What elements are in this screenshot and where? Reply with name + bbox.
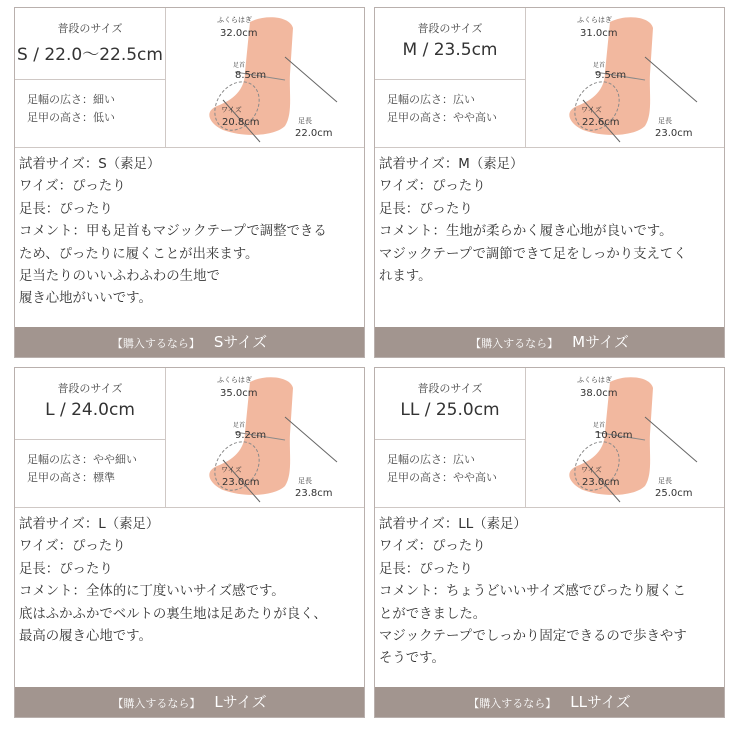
comment-line: ため、ぴったりに履くことが出来ます。 xyxy=(19,246,259,262)
instep-height-note: 足甲の高さ：やや高い xyxy=(387,111,497,124)
size-card-ll xyxy=(374,367,725,718)
size-summary xyxy=(375,368,526,507)
comment-line: ワイズ：ぴったり xyxy=(19,179,126,195)
usual-size-box xyxy=(375,368,525,440)
foot-diagram xyxy=(535,372,725,504)
usual-size-box xyxy=(15,368,165,440)
comment-line: ワイズ：ぴったり xyxy=(19,539,126,555)
foot-width-note: 足幅の広さ：細い xyxy=(27,93,115,106)
calf-label: ふくらはぎ xyxy=(577,16,612,24)
calf-label: ふくらはぎ xyxy=(217,16,252,24)
comment-line: 足当たりのいいふわふわの生地で xyxy=(19,269,220,285)
wise-label: ワイズ xyxy=(221,466,242,474)
calf-value: 38.0cm xyxy=(580,388,618,399)
comment-line: 試着サイズ：LL（素足） xyxy=(379,517,527,532)
calf-value: 31.0cm xyxy=(580,28,618,39)
comment-line: コメント：ちょうどいいサイズ感でぴったり履くこ xyxy=(379,584,686,600)
comment-line: 底はふかふかでベルトの裏生地は足あたりが良く、 xyxy=(19,606,327,622)
comment-line: ワイズ：ぴったり xyxy=(379,539,486,555)
foot-diagram xyxy=(175,372,365,504)
comment-line: 試着サイズ：M（素足） xyxy=(379,157,524,172)
wise-label: ワイズ xyxy=(221,106,242,114)
foot-notes xyxy=(27,451,137,487)
size-summary xyxy=(375,8,526,147)
foot-notes xyxy=(27,91,115,127)
card-header xyxy=(15,8,364,148)
size-card-m xyxy=(374,7,725,358)
ankle-value: 10.0cm xyxy=(595,430,633,441)
size-card-s xyxy=(14,7,365,358)
foot-notes xyxy=(387,451,497,487)
ankle-label: 足首 xyxy=(593,62,606,69)
buy-size-banner xyxy=(15,327,364,357)
buy-size: LLサイズ xyxy=(570,693,631,711)
trial-comment xyxy=(19,154,360,311)
buy-prefix: 【購入するなら】 xyxy=(470,337,559,350)
size-card-l xyxy=(14,367,365,718)
wise-value: 22.6cm xyxy=(582,117,620,128)
trial-comment xyxy=(19,514,360,648)
comment-line: そうです。 xyxy=(379,651,445,667)
buy-size-banner xyxy=(375,687,724,717)
foot-diagram xyxy=(535,12,725,144)
calf-value: 32.0cm xyxy=(220,28,258,39)
comment-line: コメント：全体的に丁度いいサイズ感です。 xyxy=(19,584,285,600)
foot-notes xyxy=(387,91,497,127)
usual-size-label: 普段のサイズ xyxy=(417,22,483,35)
wise-label: ワイズ xyxy=(581,466,602,474)
comment-line: 足長：ぴったり xyxy=(19,561,113,577)
usual-size-label: 普段のサイズ xyxy=(417,382,483,395)
usual-size-value: S / 22.0〜22.5cm xyxy=(17,45,163,65)
ankle-label: 足首 xyxy=(593,422,606,429)
ankle-value: 9.2cm xyxy=(235,430,267,441)
wise-label: ワイズ xyxy=(581,106,602,114)
foot-width-note: 足幅の広さ：広い xyxy=(387,93,475,106)
length-label: 足長 xyxy=(298,477,312,485)
buy-size-banner xyxy=(15,687,364,717)
size-summary xyxy=(15,8,166,147)
foot-width-note: 足幅の広さ：やや細い xyxy=(27,453,137,466)
ankle-value: 9.5cm xyxy=(595,70,627,81)
instep-height-note: 足甲の高さ：やや高い xyxy=(387,471,497,484)
ankle-label: 足首 xyxy=(233,62,246,69)
usual-size-label: 普段のサイズ xyxy=(57,382,123,395)
comment-line: 試着サイズ：L（素足） xyxy=(19,517,160,532)
comment-line: マジックテープでしっかり固定できるので歩きやす xyxy=(379,629,687,645)
buy-prefix: 【購入するなら】 xyxy=(112,697,201,710)
buy-size: Lサイズ xyxy=(214,693,267,711)
buy-prefix: 【購入するなら】 xyxy=(468,697,557,710)
length-value: 23.0cm xyxy=(655,128,693,139)
usual-size-value: LL / 25.0cm xyxy=(400,400,500,420)
calf-value: 35.0cm xyxy=(220,388,258,399)
calf-label: ふくらはぎ xyxy=(577,376,612,384)
comment-line: コメント：生地が柔らかく履き心地が良いです。 xyxy=(379,224,673,240)
usual-size-label: 普段のサイズ xyxy=(57,22,123,35)
foot-width-note: 足幅の広さ：広い xyxy=(387,453,475,466)
trial-comment xyxy=(379,514,720,671)
card-header xyxy=(375,368,724,508)
comment-line: マジックテープで調節できて足をしっかり支えてく xyxy=(379,246,687,262)
comment-line: 足長：ぴったり xyxy=(19,201,113,217)
instep-height-note: 足甲の高さ：標準 xyxy=(27,471,115,484)
instep-height-note: 足甲の高さ：低い xyxy=(27,111,115,124)
length-value: 23.8cm xyxy=(295,488,333,499)
wise-value: 20.8cm xyxy=(222,117,260,128)
ankle-value: 8.5cm xyxy=(235,70,267,81)
comment-line: 足長：ぴったり xyxy=(379,561,473,577)
comment-line: 履き心地がいいです。 xyxy=(19,291,152,307)
wise-value: 23.0cm xyxy=(222,477,260,488)
wise-value: 23.0cm xyxy=(582,477,620,488)
ankle-label: 足首 xyxy=(233,422,246,429)
comment-line: 最高の履き心地です。 xyxy=(19,629,152,645)
calf-label: ふくらはぎ xyxy=(217,376,252,384)
usual-size-box xyxy=(15,8,165,80)
length-label: 足長 xyxy=(658,117,672,125)
size-summary xyxy=(15,368,166,507)
length-label: 足長 xyxy=(298,117,312,125)
comment-line: れます。 xyxy=(379,269,432,285)
buy-size: Sサイズ xyxy=(213,333,268,351)
usual-size-box xyxy=(375,8,525,80)
usual-size-value: L / 24.0cm xyxy=(45,400,135,420)
comment-line: とができました。 xyxy=(379,606,487,622)
comment-line: 足長：ぴったり xyxy=(379,201,473,217)
trial-comment xyxy=(379,154,720,288)
comment-line: コメント：甲も足首もマジックテープで調整できる xyxy=(19,224,327,240)
buy-prefix: 【購入するなら】 xyxy=(111,337,200,350)
card-header xyxy=(15,368,364,508)
card-header xyxy=(375,8,724,148)
buy-size-banner xyxy=(375,327,724,357)
length-value: 22.0cm xyxy=(295,128,333,139)
buy-size: Mサイズ xyxy=(572,333,629,351)
comment-line: 試着サイズ：S（素足） xyxy=(19,157,161,172)
comment-line: ワイズ：ぴったり xyxy=(379,179,486,195)
length-value: 25.0cm xyxy=(655,488,693,499)
foot-diagram xyxy=(175,12,365,144)
length-label: 足長 xyxy=(658,477,672,485)
usual-size-value: M / 23.5cm xyxy=(402,40,498,60)
